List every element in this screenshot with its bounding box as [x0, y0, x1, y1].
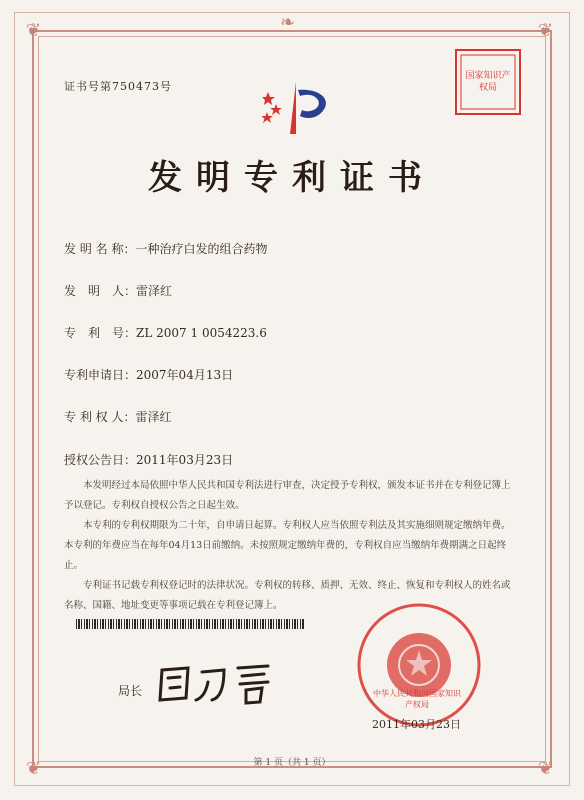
certificate-body: [64, 476, 514, 616]
certificate-number: 证书号第750473号: [64, 80, 172, 93]
field-value: 一种治疗白发的组合药物: [135, 242, 268, 256]
page-footer: 第 1 页（共 1 页）: [253, 758, 331, 768]
barcode: [76, 619, 304, 629]
patentee-row: [64, 408, 171, 425]
field-label: 发 明 人：: [64, 284, 137, 298]
field-label: 发 明 名 称：: [64, 242, 136, 256]
corner-ornament-icon: ❦: [538, 758, 554, 779]
patent-number-row: [64, 324, 267, 341]
field-value: 2007年04月13日: [136, 368, 234, 382]
corner-ornament-icon: ❦: [538, 20, 554, 41]
body-paragraph: 专利证书记载专利权登记时的法律状况。专利权的转移、质押、无效、终止、恢复和专利权人的姓名或名称、国籍、地址变更等事项记载在专利登记簿上。: [64, 580, 511, 611]
inventor-row: [64, 282, 172, 299]
body-paragraph: 本专利的专利权期限为二十年，自申请日起算。专利权人应当依照专利法及其实施细则规定缴纳年费。本专利的年费应当在每年04月13日前缴纳。未按照规定缴纳年费的，专利权自应当缴纳年费期满之日起终止。: [64, 520, 511, 571]
application-date-row: [64, 366, 233, 383]
top-ornament-icon: ❧: [280, 12, 296, 33]
invention-name-row: [64, 240, 267, 257]
field-label: 专利申请日：: [64, 368, 137, 382]
field-label: 专 利 权 人：: [64, 410, 136, 424]
grant-date-row: [64, 451, 233, 468]
field-value: 雷泽红: [136, 284, 173, 298]
corner-ornament-icon: ❦: [26, 758, 42, 779]
page-title: 发明专利证书: [148, 158, 436, 198]
director-label: 局长: [118, 684, 143, 698]
seal-text: 中华人民共和国国家知识产权局: [373, 689, 461, 709]
field-label: 专 利 号：: [64, 326, 137, 340]
corner-ornament-icon: ❦: [26, 20, 42, 41]
field-value: 2011年03月23日: [136, 453, 234, 467]
field-value: 雷泽红: [135, 410, 172, 424]
field-value: ZL 2007 1 0054223.6: [136, 326, 267, 340]
official-seal-icon: [354, 600, 484, 730]
body-paragraph: 本发明经过本局依照中华人民共和国专利法进行审查，决定授予专利权，颁发本证书并在专利登记簿上予以登记。专利权自授权公告之日起生效。: [64, 480, 511, 511]
small-seal-text: 国家知识产权局: [465, 71, 511, 93]
patent-office-logo-icon: [262, 78, 342, 140]
field-label: 授权公告日：: [64, 453, 137, 467]
seal-date: 2011年03月23日: [372, 718, 461, 731]
director-signature-icon: [150, 658, 280, 708]
